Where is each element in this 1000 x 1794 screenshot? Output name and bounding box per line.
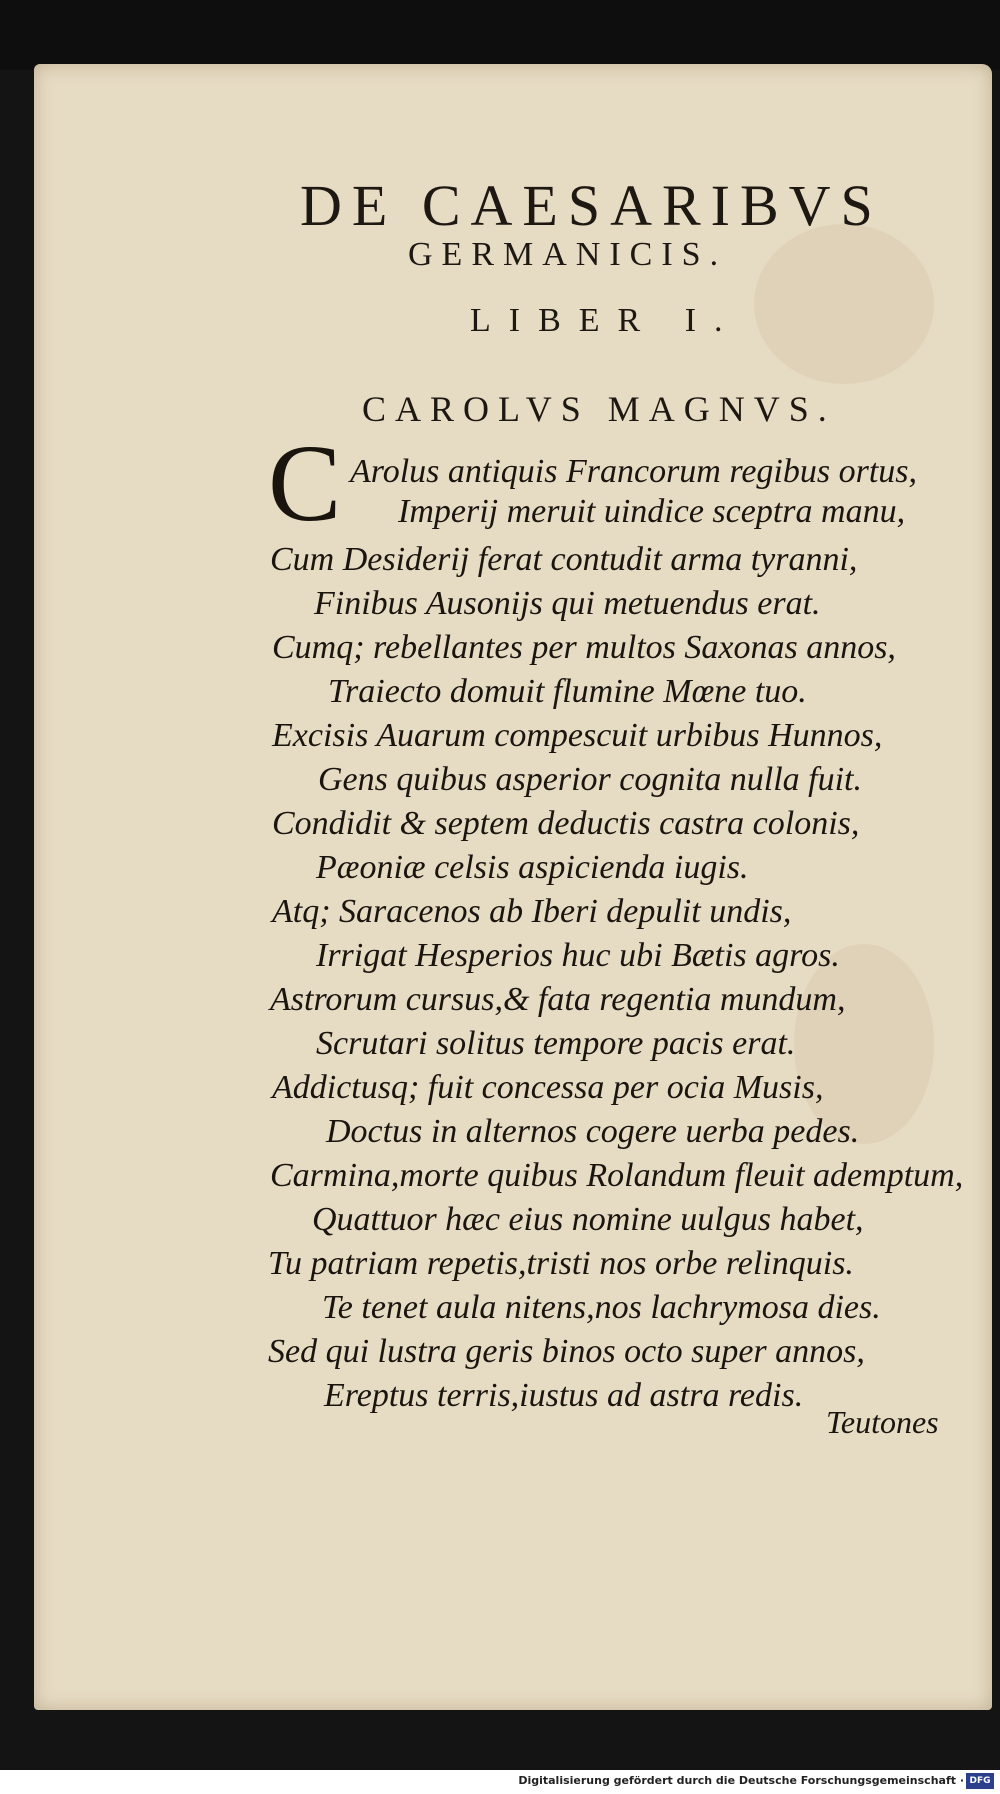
verse-line: Atq; Saracenos ab Iberi depulit undis,	[272, 893, 792, 930]
verse-line: Scrutari solitus tempore pacis erat.	[316, 1025, 796, 1062]
section-heading: CAROLVS MAGNVS.	[362, 389, 836, 429]
verse-line: Cum Desiderij ferat contudit arma tyranni,	[270, 541, 858, 578]
verse-line: Tu patriam repetis,tristi nos orbe relinquis.	[268, 1245, 854, 1282]
scan-top-band	[0, 0, 1000, 70]
verse-line: Imperij meruit uindice sceptra manu,	[398, 493, 906, 530]
verse-line: Gens quibus asperior cognita nulla fuit.	[318, 761, 862, 798]
page-title: DE CAESARIBVS	[300, 173, 883, 238]
paper-stain	[754, 224, 934, 384]
verse-line: Finibus Ausonijs qui metuendus erat.	[314, 585, 821, 622]
verse-line: Excisis Auarum compescuit urbibus Hunnos,	[272, 717, 883, 754]
footer-credit: Digitalisierung gefördert durch die Deutsche Forschungsgemeinschaft ·	[518, 1774, 964, 1787]
verse-line: Quattuor hæc eius nomine uulgus habet,	[312, 1201, 864, 1238]
footer-bar	[0, 1770, 1000, 1794]
verse-line: Carmina,morte quibus Rolandum fleuit ademptum,	[270, 1157, 964, 1194]
verse-line: Addictusq; fuit concessa per ocia Musis,	[272, 1069, 824, 1106]
verse-line: Condidit & septem deductis castra colonis,	[272, 805, 860, 842]
verse-line: Irrigat Hesperios huc ubi Bætis agros.	[316, 937, 840, 974]
book-heading: LIBER I.	[470, 302, 741, 339]
page-subtitle: GERMANICIS.	[408, 236, 728, 273]
verse-line: Traiecto domuit flumine Mœne tuo.	[328, 673, 807, 710]
dfg-logo-icon: DFG	[966, 1773, 994, 1789]
catchword: Teutones	[826, 1404, 939, 1440]
verse-line: Sed qui lustra geris binos octo super annos,	[268, 1333, 865, 1370]
verse-line: Pæoniæ celsis aspicienda iugis.	[316, 849, 749, 886]
verse-line: Cumq; rebellantes per multos Saxonas annos,	[272, 629, 896, 666]
verse-line: Te tenet aula nitens,nos lachrymosa dies.	[322, 1289, 881, 1326]
drop-cap: C	[268, 422, 342, 544]
verse-line: Arolus antiquis Francorum regibus ortus,	[350, 453, 918, 490]
verse-line: Ereptus terris,iustus ad astra redis.	[324, 1377, 804, 1414]
verse-line: Doctus in alternos cogere uerba pedes.	[326, 1113, 860, 1150]
verse-line: Astrorum cursus,& fata regentia mundum,	[270, 981, 846, 1018]
